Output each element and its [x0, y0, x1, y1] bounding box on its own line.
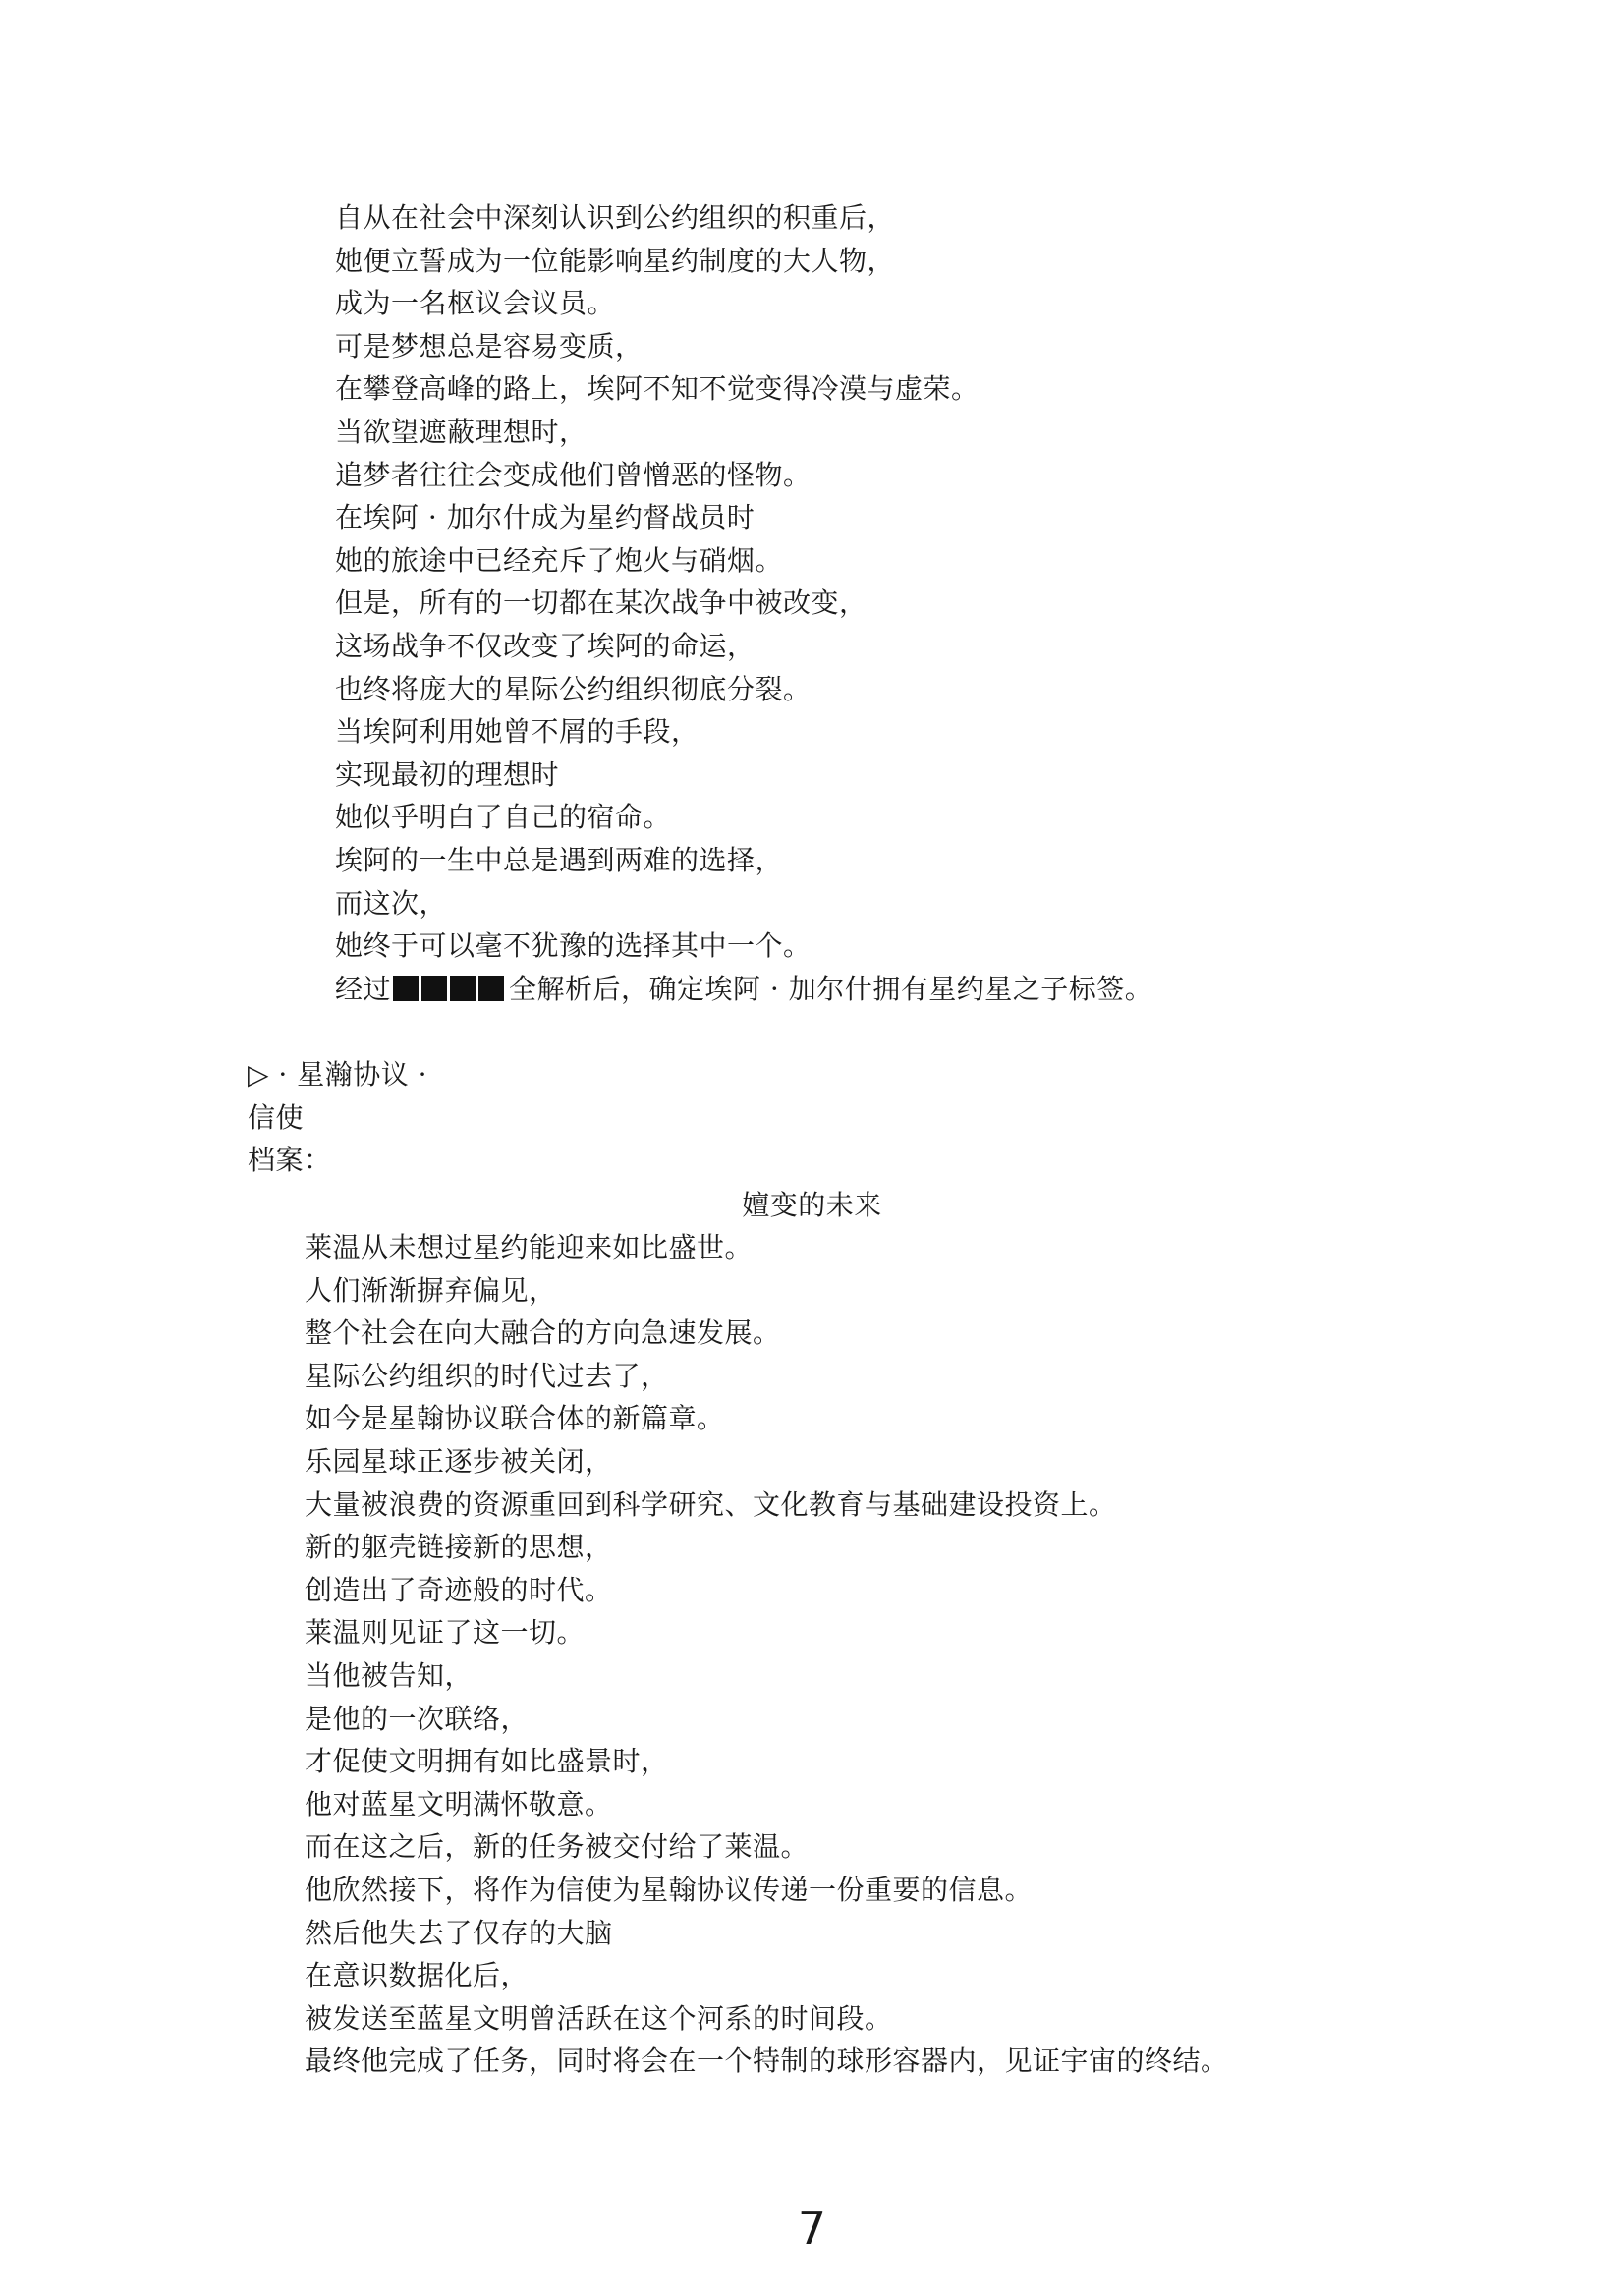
narrative-block-one	[335, 196, 1152, 1010]
text-line: 整个社会在向大融合的方向急速发展。	[305, 1316, 781, 1350]
section-header: ▷ · 星瀚协议 ·	[248, 1058, 428, 1091]
text-line: 莱温从未想过星约能迎来如比盛世。	[305, 1231, 754, 1263]
redaction-block	[393, 976, 419, 1001]
text-line: 人们渐渐摒弃偏见，	[305, 1273, 557, 1307]
text-line: 被发送至蓝星文明曾活跃在这个河系的时间段。	[305, 2001, 893, 2035]
text-line: 然后他失去了仅存的大脑	[305, 1916, 613, 1949]
text-line: 而在这之后，新的任务被交付给了莱温。	[305, 1830, 810, 1864]
text-line: 新的躯壳链接新的思想，	[305, 1531, 613, 1564]
text-line: 创造出了奇迹般的时代。	[305, 1573, 613, 1606]
text-line: 她终于可以毫不犹豫的选择其中一个。	[335, 929, 812, 963]
text-line: 他对蓝星文明满怀敬意。	[305, 1787, 613, 1820]
redaction-block	[421, 976, 447, 1001]
text-line: 她的旅途中已经充斥了炮火与硝烟。	[335, 543, 784, 577]
text-line: 当埃阿利用她曾不屑的手段，	[335, 715, 700, 749]
text-line: 在埃阿 · 加尔什成为星约督战员时	[335, 501, 756, 534]
archive-label: 档案：	[248, 1144, 332, 1177]
text-line: 莱温则见证了这一切。	[305, 1616, 586, 1650]
text-line: 实现最初的理想时	[335, 757, 560, 791]
text-line: 自从在社会中深刻认识到公约组织的积重后，	[335, 201, 896, 234]
text-line: 追梦者往往会变成他们曾憎恶的怪物。	[335, 458, 812, 491]
text-line: 而这次，	[335, 886, 448, 920]
redaction-block	[478, 976, 504, 1001]
character-name: 信使	[248, 1100, 305, 1134]
archive-subtitle: 嬗变的未来	[742, 1189, 882, 1221]
text-line: 当欲望遮蔽理想时，	[335, 415, 588, 448]
profile-header	[248, 1053, 427, 1182]
text-line: 她便立誓成为一位能影响星约制度的大人物，	[335, 244, 896, 277]
text-line: 才促使文明拥有如比盛景时，	[305, 1745, 669, 1778]
redaction-bar	[393, 968, 507, 1011]
text-line: 埃阿的一生中总是遇到两难的选择，	[335, 843, 784, 876]
text-line: 但是，所有的一切都在某次战争中被改变，	[335, 587, 868, 620]
text-line: 他欣然接下，将作为信使为星翰协议传递一份重要的信息。	[305, 1873, 1034, 1906]
text-line: 在攀登高峰的路上，埃阿不知不觉变得冷漠与虚荣。	[335, 372, 980, 406]
text-line: 也终将庞大的星际公约组织彻底分裂。	[335, 672, 812, 705]
text-line-with-redaction	[335, 968, 1152, 1011]
text-fragment: 全解析后，确定埃阿 · 加尔什拥有星约星之子标签。	[509, 972, 1153, 1005]
text-line: 当他被告知，	[305, 1658, 474, 1692]
text-line: 乐园星球正逐步被关闭，	[305, 1444, 613, 1478]
narrative-block-two	[305, 1226, 1229, 2083]
page-number: 7	[797, 2202, 827, 2255]
text-line: 大量被浪费的资源重回到科学研究、文化教育与基础建设投资上。	[305, 1487, 1117, 1521]
text-line: 在意识数据化后，	[305, 1959, 530, 1992]
text-line: 最终他完成了任务，同时将会在一个特制的球形容器内，见证宇宙的终结。	[305, 2044, 1229, 2078]
text-line: 是他的一次联络，	[305, 1702, 530, 1735]
text-fragment: 经过	[335, 972, 392, 1005]
text-line: 可是梦想总是容易变质，	[335, 329, 644, 363]
redaction-block	[450, 976, 476, 1001]
text-line: 成为一名枢议会议员。	[335, 287, 616, 320]
text-line: 她似乎明白了自己的宿命。	[335, 801, 672, 834]
text-line: 星际公约组织的时代过去了，	[305, 1359, 669, 1392]
text-line: 如今是星翰协议联合体的新篇章。	[305, 1402, 725, 1435]
text-line: 这场战争不仅改变了埃阿的命运，	[335, 629, 756, 662]
